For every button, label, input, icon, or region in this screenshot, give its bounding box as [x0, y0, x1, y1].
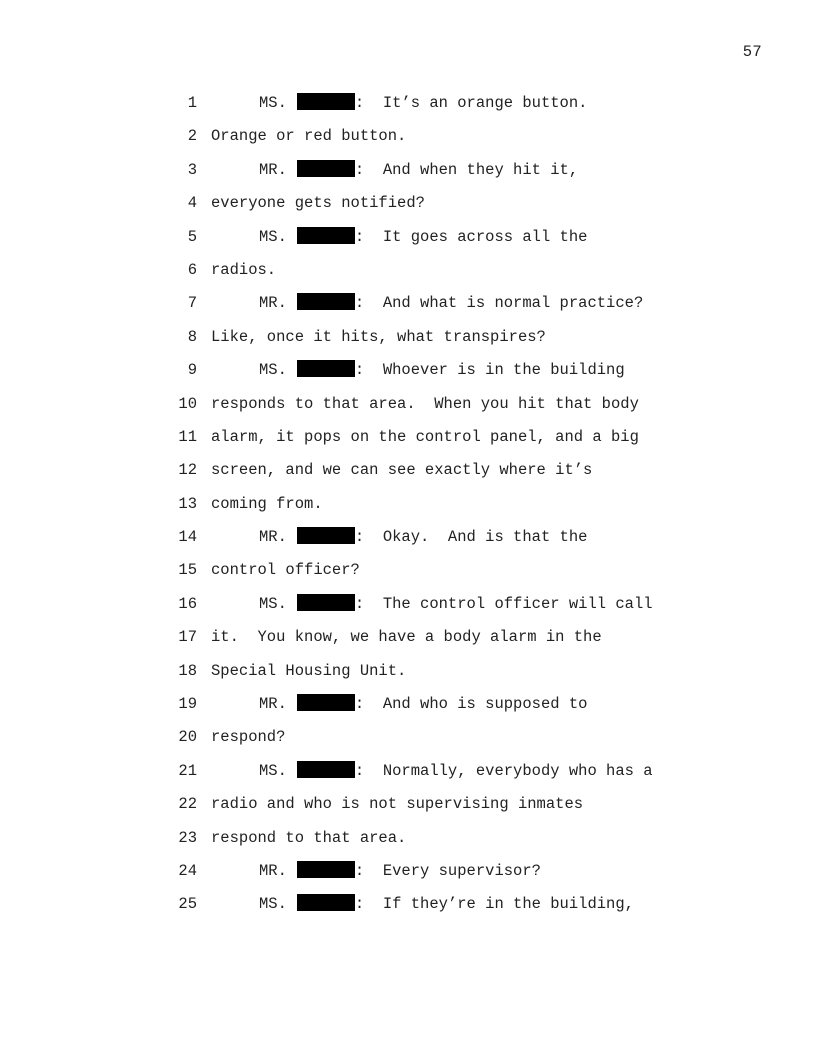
transcript-line	[0, 659, 816, 692]
spoken-text: And what is normal practice?	[364, 294, 644, 313]
speaker-title: MR.	[259, 294, 287, 313]
speaker-title: MS.	[259, 895, 287, 914]
line-number: 21	[178, 761, 197, 780]
line-text	[211, 191, 425, 215]
line-number: 13	[178, 494, 197, 513]
line-number: 4	[187, 194, 197, 213]
transcript-line	[0, 826, 816, 859]
line-number: 5	[187, 227, 197, 246]
transcript-line	[0, 291, 816, 324]
line-text	[211, 492, 323, 516]
line-text	[259, 291, 643, 315]
speaker-title: MS.	[259, 594, 287, 613]
spoken-text: It goes across all the	[364, 227, 588, 246]
redacted-name-block	[297, 694, 355, 711]
transcript-line	[0, 492, 816, 525]
line-text	[211, 258, 276, 282]
line-text	[211, 659, 406, 683]
speaker-colon: :	[354, 361, 365, 380]
spoken-text: The control officer will call	[364, 594, 653, 613]
line-text	[211, 458, 592, 482]
spoken-text: Like, once it hits, what transpires?	[211, 327, 546, 346]
transcript-line	[0, 258, 816, 291]
transcript-body	[0, 91, 816, 926]
line-number: 20	[178, 728, 197, 747]
spoken-text: radio and who is not supervising inmates	[211, 795, 584, 814]
line-number: 17	[178, 628, 197, 647]
transcript-line	[0, 759, 816, 792]
transcript-line	[0, 191, 816, 224]
line-number: 11	[178, 427, 197, 446]
spoken-text: Whoever is in the building	[364, 361, 625, 380]
line-number: 19	[178, 695, 197, 714]
transcript-line	[0, 692, 816, 725]
line-number: 23	[178, 828, 197, 847]
transcript-line	[0, 525, 816, 558]
speaker-title: MR.	[259, 160, 287, 179]
transcript-line	[0, 158, 816, 191]
speaker-title: MS.	[259, 94, 287, 112]
line-text	[259, 525, 587, 549]
redacted-name-block	[297, 227, 355, 244]
line-text	[211, 792, 583, 816]
spoken-text: And who is supposed to	[364, 695, 588, 714]
spoken-text: coming from.	[211, 494, 323, 513]
transcript-line	[0, 425, 816, 458]
redacted-name-block	[297, 293, 355, 310]
line-text	[211, 392, 639, 416]
line-text	[259, 759, 653, 783]
line-number: 1	[187, 94, 197, 112]
spoken-text: Okay. And is that the	[364, 528, 588, 547]
line-number: 6	[187, 260, 197, 279]
spoken-text: responds to that area. When you hit that body	[211, 394, 639, 413]
spoken-text: control officer?	[211, 561, 360, 580]
transcript-line	[0, 458, 816, 491]
transcript-line	[0, 859, 816, 892]
speaker-colon: :	[354, 594, 365, 613]
transcript-line	[0, 792, 816, 825]
line-number: 10	[178, 394, 197, 413]
line-text	[259, 692, 587, 716]
speaker-colon: :	[354, 227, 365, 246]
line-number: 7	[187, 294, 197, 313]
speaker-colon: :	[354, 861, 365, 880]
redacted-name-block	[297, 594, 355, 611]
transcript-line	[0, 225, 816, 258]
line-number: 16	[178, 594, 197, 613]
redacted-name-block	[297, 761, 355, 778]
speaker-title: MR.	[259, 861, 287, 880]
speaker-colon: :	[354, 528, 365, 547]
redacted-name-block	[297, 93, 355, 110]
speaker-title: MR.	[259, 528, 287, 547]
line-text	[211, 625, 602, 649]
transcript-line	[0, 625, 816, 658]
spoken-text: Every supervisor?	[364, 861, 541, 880]
line-number: 2	[187, 127, 197, 146]
transcript-line	[0, 558, 816, 591]
speaker-title: MS.	[259, 361, 287, 380]
transcript-line	[0, 725, 816, 758]
line-text	[259, 91, 587, 115]
line-text	[259, 592, 653, 616]
line-text	[211, 124, 406, 148]
redacted-name-block	[297, 160, 355, 177]
speaker-colon: :	[354, 761, 365, 780]
spoken-text: radios.	[211, 260, 277, 279]
line-text	[211, 425, 639, 449]
line-number: 9	[187, 361, 197, 380]
line-text	[259, 859, 541, 883]
line-number: 15	[178, 561, 197, 580]
page-number: 57	[742, 43, 762, 61]
speaker-colon: :	[354, 695, 365, 714]
spoken-text: Normally, everybody who has a	[364, 761, 653, 780]
speaker-title: MS.	[259, 227, 287, 246]
spoken-text: screen, and we can see exactly where it’s	[211, 461, 593, 480]
line-number: 22	[178, 795, 197, 814]
transcript-line	[0, 124, 816, 157]
spoken-text: it. You know, we have a body alarm in the	[211, 628, 602, 647]
line-number: 24	[178, 861, 197, 880]
transcript-line	[0, 325, 816, 358]
spoken-text: Orange or red button.	[211, 127, 407, 146]
line-text	[211, 826, 406, 850]
speaker-title: MR.	[259, 695, 287, 714]
speaker-colon: :	[354, 895, 365, 914]
line-text	[211, 558, 360, 582]
speaker-colon: :	[354, 294, 365, 313]
spoken-text: everyone gets notified?	[211, 194, 425, 213]
line-text	[259, 358, 625, 382]
redacted-name-block	[297, 360, 355, 377]
spoken-text: respond to that area.	[211, 828, 407, 847]
line-number: 12	[178, 461, 197, 480]
spoken-text: If they’re in the building,	[364, 895, 634, 914]
spoken-text: respond?	[211, 728, 286, 747]
line-text	[211, 725, 285, 749]
speaker-colon: :	[354, 160, 365, 179]
line-number: 18	[178, 661, 197, 680]
transcript-line	[0, 392, 816, 425]
line-text	[259, 892, 634, 916]
transcript-line	[0, 358, 816, 391]
redacted-name-block	[297, 894, 355, 911]
spoken-text: Special Housing Unit.	[211, 661, 407, 680]
spoken-text: It’s an orange button.	[364, 94, 588, 112]
line-number: 14	[178, 528, 197, 547]
transcript-line	[0, 91, 816, 124]
speaker-title: MS.	[259, 761, 287, 780]
line-text	[259, 225, 587, 249]
redacted-name-block	[297, 861, 355, 878]
spoken-text: alarm, it pops on the control panel, and a big	[211, 427, 639, 446]
line-number: 8	[187, 327, 197, 346]
transcript-line	[0, 592, 816, 625]
line-number: 25	[178, 895, 197, 914]
transcript-line	[0, 892, 816, 925]
speaker-colon: :	[354, 94, 365, 112]
line-text	[211, 325, 546, 349]
line-number: 3	[187, 160, 197, 179]
line-text	[259, 158, 578, 182]
redacted-name-block	[297, 527, 355, 544]
spoken-text: And when they hit it,	[364, 160, 579, 179]
